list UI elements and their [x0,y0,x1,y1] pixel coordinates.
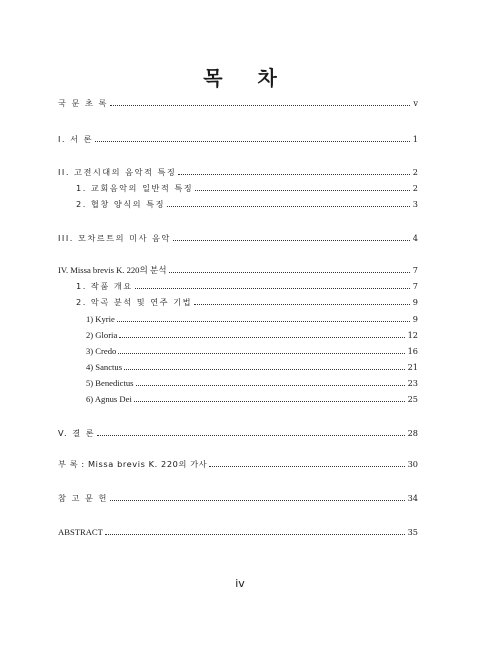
toc-entry-chapter-2[interactable] [58,164,418,178]
dot-leader [117,320,410,322]
toc-entry-page: 4 [412,233,418,243]
toc-entry-label: 5) Benedictus [86,378,134,388]
dot-leader [95,140,410,142]
dot-leader [167,205,410,207]
toc-entry-label: ABSTRACT [58,527,103,537]
toc-entry-references[interactable] [58,490,418,504]
toc-entry-appendix[interactable] [58,456,418,470]
toc-entry-page: 2 [412,167,418,177]
toc-entry-label: II. 고전시대의 음악적 특징 [58,167,177,177]
toc-entry-benedictus[interactable] [86,375,418,389]
toc-entry-page: 35 [407,527,418,537]
toc-entry-page: v [413,98,418,108]
toc-entry-section-2-1[interactable] [76,180,418,194]
dot-leader [178,173,409,175]
toc-entry-introduction[interactable] [58,131,418,145]
dot-leader [194,303,410,305]
dot-leader [173,239,410,241]
toc-entry-kyrie[interactable] [86,311,418,325]
toc-entry-page: 3 [412,199,418,209]
toc-entry-page: 1 [412,134,418,144]
toc-entry-label: III. 모차르트의 미사 음악 [58,233,171,243]
toc-entry-page: 30 [407,459,418,469]
toc-entry-label: 2. 악곡 분석 및 연주 기법 [76,297,193,307]
toc-entry-label: IV. Missa brevis K. 220의 분석 [58,265,167,275]
toc-entry-page: 7 [412,265,418,275]
toc-entry-abstract-english[interactable] [58,524,418,538]
toc-entry-label: 2. 협창 양식의 특징 [76,199,165,209]
toc-entry-page: 9 [412,314,418,324]
toc-entry-abstract-korean[interactable] [58,95,418,109]
toc-entry-section-4-2[interactable] [76,294,418,308]
toc-entry-section-4-1[interactable] [76,278,418,292]
toc-entry-label: 부 록 : Missa brevis K. 220의 가사 [58,459,208,469]
toc-entry-page: 9 [412,297,418,307]
dot-leader [134,400,405,402]
toc-entry-agnus-dei[interactable] [86,391,418,405]
toc-entry-label: 6) Agnus Dei [86,394,132,404]
toc-entry-sanctus[interactable] [86,359,418,373]
toc-entry-label: V. 결 론 [58,428,96,438]
dot-leader [169,271,410,273]
toc-entry-page: 34 [407,493,418,503]
toc-entry-label: I. 서 론 [58,134,94,144]
toc-entry-label: 3) Credo [86,346,117,356]
toc-entry-label: 1. 교회음악의 일반적 특징 [76,183,194,193]
dot-leader [97,434,404,436]
toc-entry-page: 25 [407,394,418,404]
dot-leader [209,465,404,467]
toc-entry-label: 4) Sanctus [86,362,123,372]
dot-leader [110,499,405,501]
toc-entry-label: 국 문 초 록 [58,98,108,108]
toc-entry-gloria[interactable] [86,327,418,341]
toc-entry-page: 28 [407,428,418,438]
toc-entry-section-2-2[interactable] [76,196,418,210]
toc-entry-page: 7 [412,281,418,291]
toc-entry-page: 16 [407,346,418,356]
page-title: 목 차 [203,66,291,90]
dot-leader [135,287,410,289]
toc-entry-label: 1. 작품 개요 [76,281,133,291]
toc-entry-credo[interactable] [86,343,418,357]
toc-entry-page: 21 [407,362,418,372]
dot-leader [105,533,405,535]
toc-entry-label: 참 고 문 헌 [58,493,108,503]
toc-entry-chapter-3[interactable] [58,230,418,244]
toc-entry-page: 2 [412,183,418,193]
dot-leader [124,368,405,370]
toc-entry-label: 2) Gloria [86,330,118,340]
toc-entry-chapter-4[interactable] [58,262,418,276]
toc-entry-page: 23 [407,378,418,388]
toc-entry-page: 12 [407,330,418,340]
toc-entry-label: 1) Kyrie [86,314,115,324]
dot-leader [119,336,404,338]
dot-leader [195,189,410,191]
dot-leader [118,352,404,354]
page-number: iv [235,577,245,590]
dot-leader [110,104,410,106]
dot-leader [136,384,405,386]
toc-entry-conclusion[interactable] [58,425,418,439]
